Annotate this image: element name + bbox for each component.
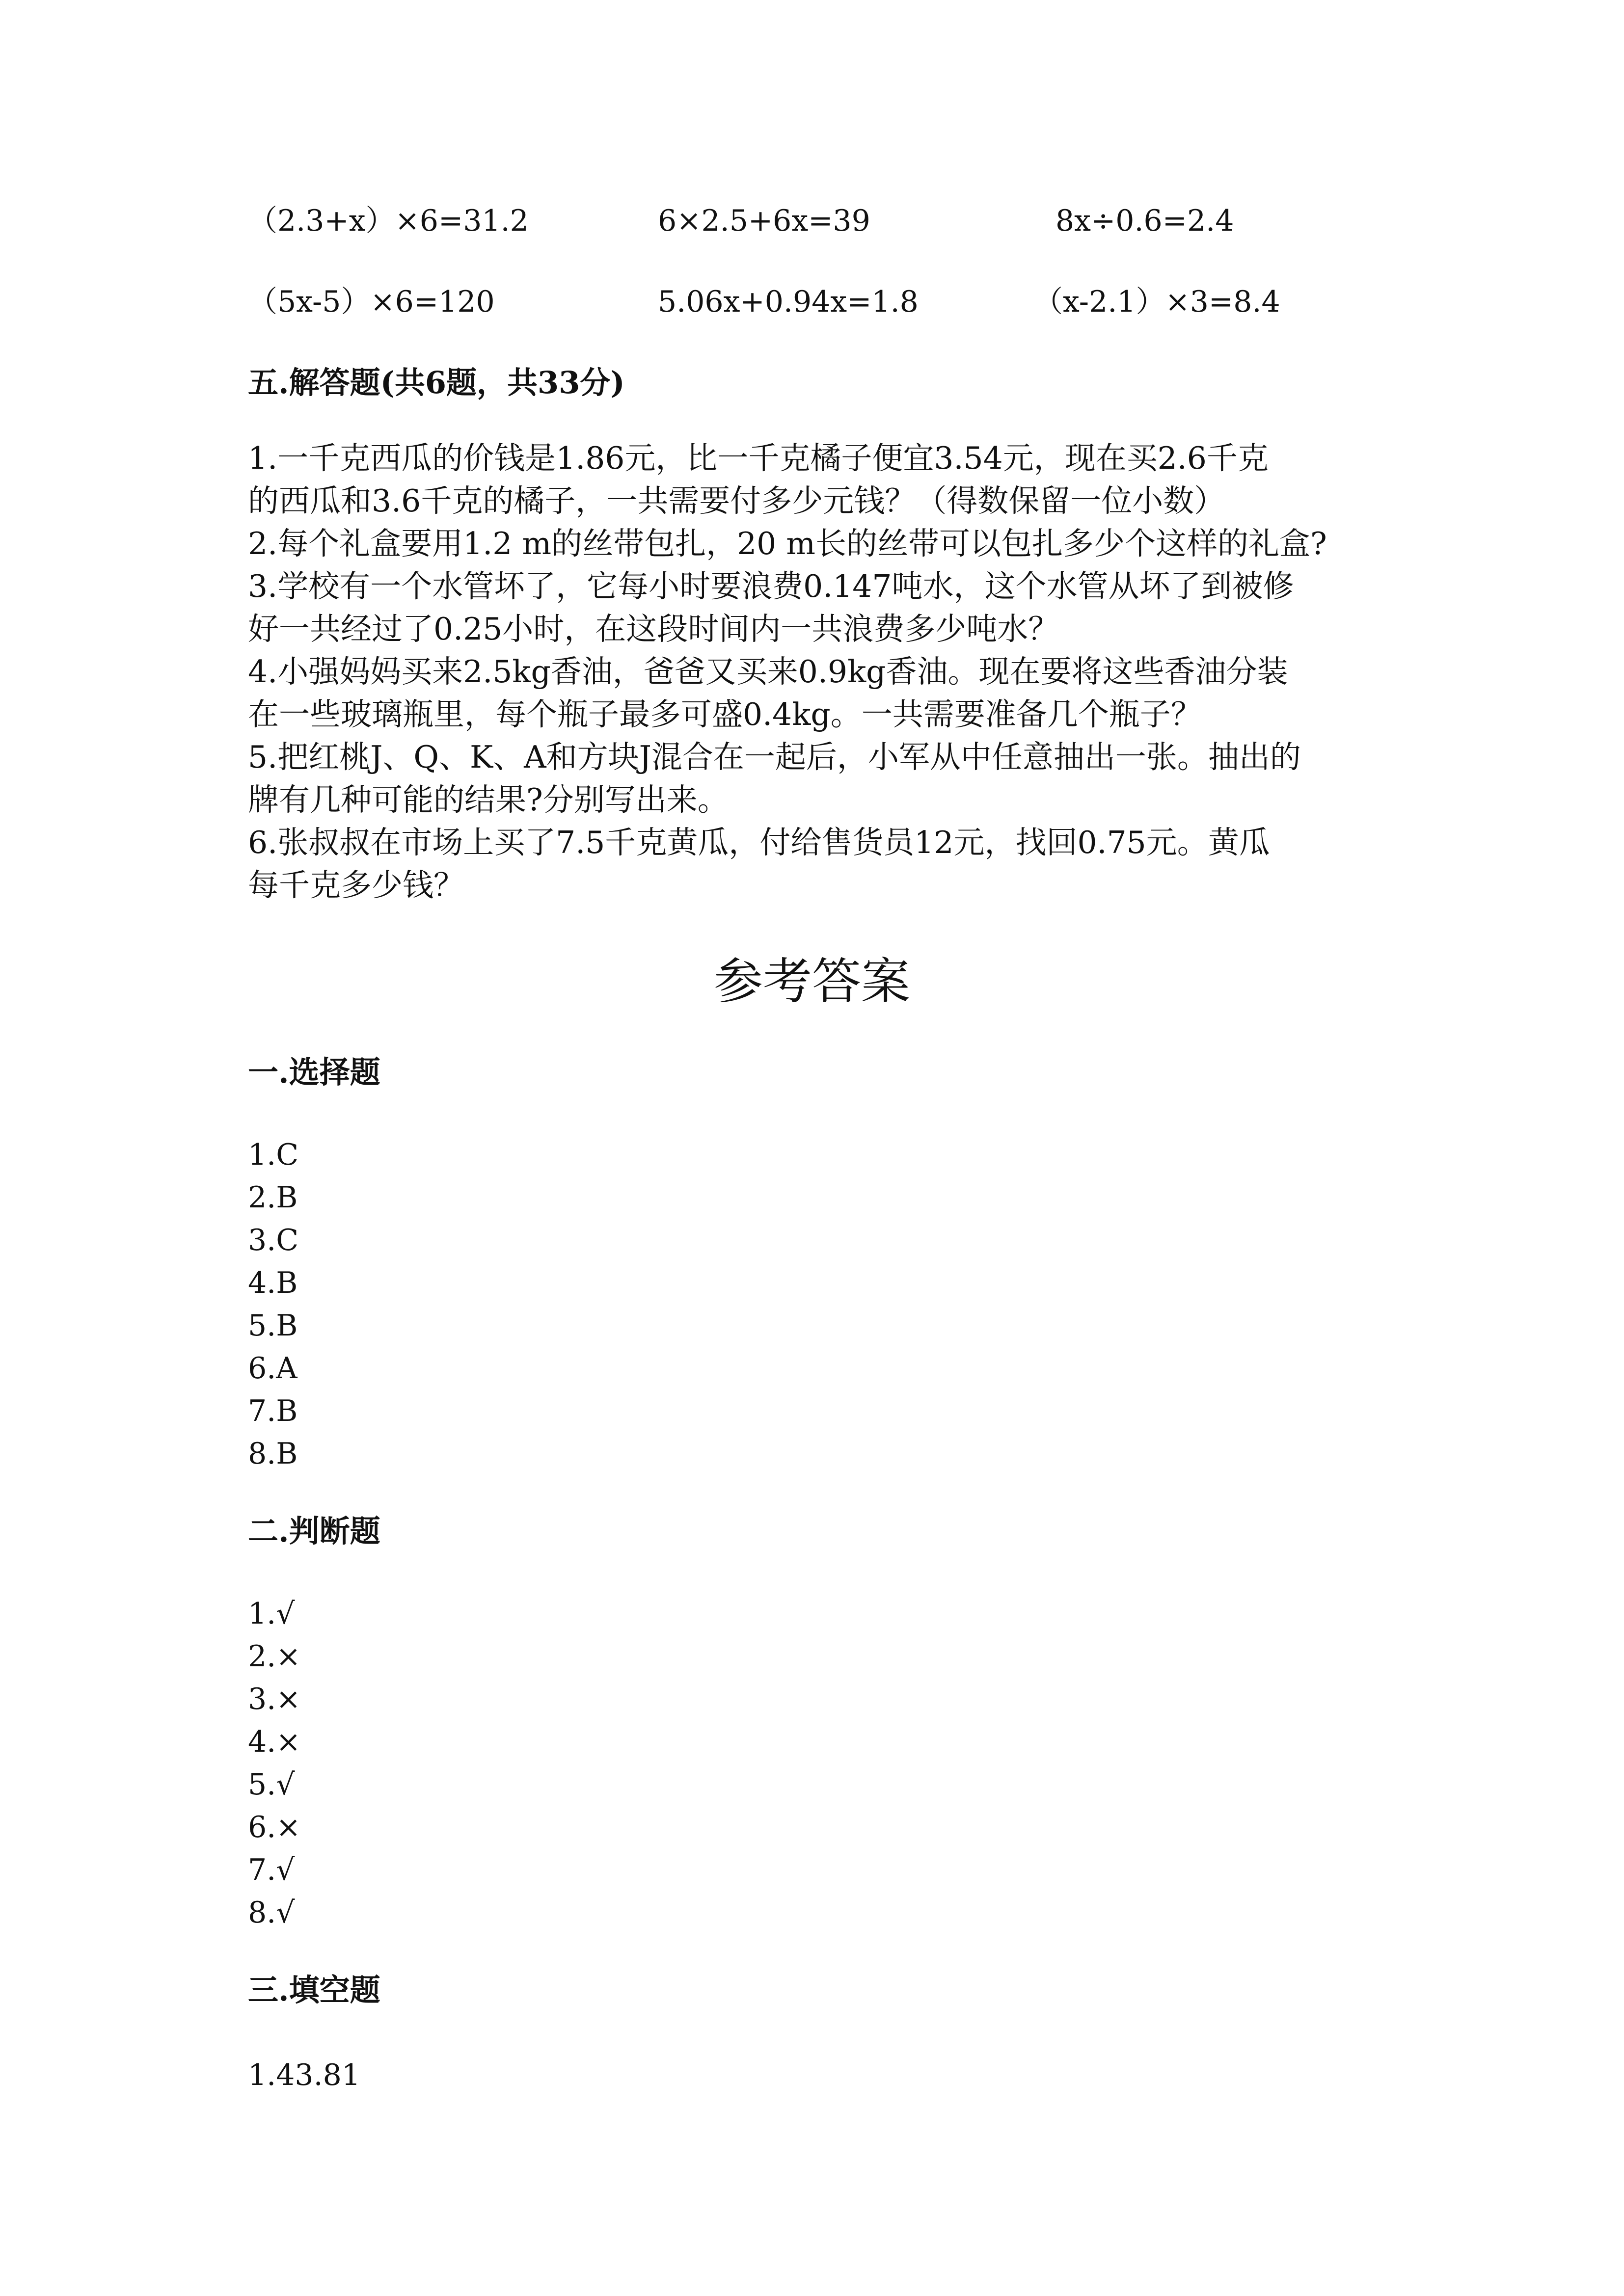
- answer-item: 5.√: [248, 1767, 295, 1802]
- problem-line: 的西瓜和3.6千克的橘子，一共需要付多少元钱？（得数保留一位小数）: [248, 483, 1225, 519]
- problem-line: 牌有几种可能的结果?分别写出来。: [248, 782, 729, 818]
- section-title: 五.解答题(共6题，共33分): [248, 365, 625, 400]
- section-title-choice: 一.选择题: [248, 1054, 380, 1090]
- answer-item: 2.B: [248, 1180, 298, 1215]
- equation: （5x-5）×6=120: [248, 285, 495, 319]
- answer-item: 1.43.81: [248, 2058, 361, 2092]
- problem-item: [248, 522, 1426, 565]
- problem-line: 在一些玻璃瓶里，每个瓶子最多可盛0.4kg。一共需要准备几个瓶子？: [248, 696, 1202, 732]
- answer-item: 3.×: [248, 1682, 301, 1716]
- problem-line: 4.小强妈妈买来2.5kg香油，爸爸又买来0.9kg香油。现在要将这些香油分装: [248, 654, 1288, 690]
- problem-line: 6.张叔叔在市场上买了7.5千克黄瓜，付给售货员12元，找回0.75元。黄瓜: [248, 825, 1270, 860]
- problem-list: [248, 437, 1426, 907]
- answer-item: 4.B: [248, 1266, 298, 1300]
- answer-item: 6.×: [248, 1810, 301, 1844]
- equation-row-2: [248, 280, 1377, 324]
- problem-line: 每千克多少钱？: [248, 867, 464, 903]
- answer-item: 7.B: [248, 1394, 298, 1428]
- section-title-judge: 二.判断题: [248, 1513, 380, 1549]
- equation: 5.06x+0.94x=1.8: [658, 285, 919, 319]
- problem-item: [248, 650, 1426, 736]
- equation: 6×2.5+6x=39: [658, 204, 870, 238]
- answer-item: 4.×: [248, 1725, 301, 1759]
- answer-item: 7.√: [248, 1853, 295, 1887]
- problem-line: 好一共经过了0.25小时，在这段时间内一共浪费多少吨水？: [248, 611, 1059, 647]
- answer-item: 6.A: [248, 1351, 298, 1386]
- problem-item: [248, 437, 1426, 522]
- problem-item: [248, 736, 1426, 821]
- problem-item: [248, 821, 1426, 907]
- equation: （x-2.1）×3=8.4: [1033, 285, 1280, 319]
- answer-item: 2.×: [248, 1639, 301, 1674]
- equation-row-1: [248, 199, 1377, 243]
- section-title-fill: 三.填空题: [248, 1972, 380, 2008]
- answer-item: 1.C: [248, 1138, 299, 1172]
- answer-item: 5.B: [248, 1308, 298, 1343]
- judge-answer-list: [248, 1593, 301, 1934]
- equation: 8x÷0.6=2.4: [1056, 204, 1234, 238]
- answer-item: 3.C: [248, 1223, 299, 1257]
- problem-line: 5.把红桃J、Q、K、A和方块J混合在一起后，小军从中任意抽出一张。抽出的: [248, 739, 1301, 775]
- problem-line: 1.一千克西瓜的价钱是1.86元，比一千克橘子便宜3.54元，现在买2.6千克: [248, 440, 1269, 476]
- answer-item: 8.√: [248, 1896, 295, 1930]
- answer-key-title: 参考答案: [714, 953, 910, 1010]
- choice-answer-list: [248, 1134, 298, 1475]
- problem-line: 2.每个礼盒要用1.2 m的丝带包扎，20 m长的丝带可以包扎多少个这样的礼盒?: [248, 526, 1327, 561]
- fill-answer-list: [248, 2054, 360, 2097]
- answer-item: 8.B: [248, 1437, 298, 1471]
- problem-item: [248, 565, 1426, 650]
- answer-item: 1.√: [248, 1597, 295, 1631]
- equation: （2.3+x）×6=31.2: [248, 204, 529, 238]
- problem-line: 3.学校有一个水管坏了，它每小时要浪费0.147吨水，这个水管从坏了到被修: [248, 568, 1294, 604]
